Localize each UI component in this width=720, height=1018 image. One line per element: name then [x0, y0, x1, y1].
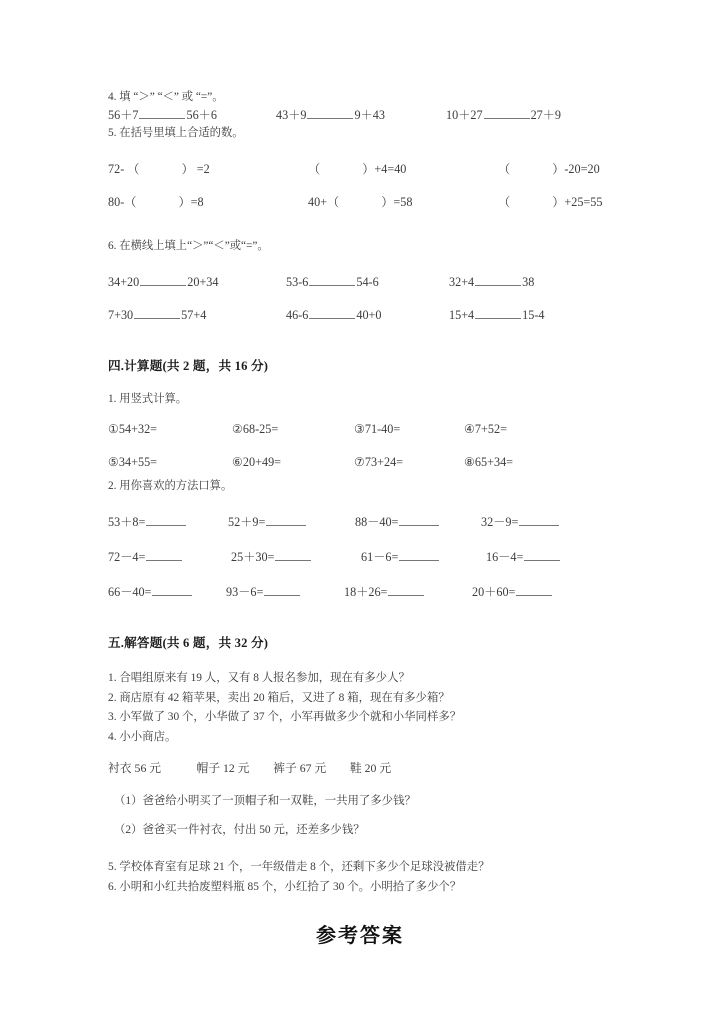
word-problem-4-sub-1: （1）爸爸给小明买了一顶帽子和一双鞋，一共用了多少钱？ [114, 795, 416, 807]
q5-item-1: 72- （ ） =2 [108, 162, 210, 176]
answer-blank[interactable] [399, 549, 439, 561]
oral-calc-item: 72－4= [108, 549, 231, 566]
oral-calc-item: 52＋9= [228, 514, 355, 531]
q4-item-3: 10＋27 27＋9 [446, 108, 562, 122]
oral-calc-item: 66－40= [108, 584, 226, 601]
q4-item-1: 56＋7 56＋6 [108, 108, 217, 122]
answer-blank[interactable] [152, 584, 192, 596]
section-four-heading: 四.计算题(共 2 题，共 16 分) [108, 359, 269, 373]
vertical-calc-item[interactable]: ③71-40= [354, 422, 401, 436]
vertical-calc-item[interactable]: ⑦73+24= [354, 455, 404, 469]
answer-blank[interactable] [475, 274, 521, 286]
q5-item-6: （ ）+25=55 [498, 195, 603, 209]
q6-item-4: 7+30 57+4 [108, 308, 207, 322]
question-6-prompt: 6. 在横线上填上“＞”“＜”或“=”。 [108, 240, 269, 252]
question-5-row-1 [108, 161, 612, 178]
q6-item-1: 34+20 20+34 [108, 275, 219, 289]
oral-calc-row-3 [108, 584, 612, 601]
oral-calc-item: 20＋60= [472, 584, 553, 601]
answer-blank[interactable] [399, 514, 439, 526]
reference-answers-title: 参考答案 [316, 923, 404, 947]
question-6-row-2 [108, 307, 612, 324]
oral-calc-row-1 [108, 514, 612, 531]
oral-calc-item: 16－4= [486, 549, 561, 566]
question-4-row-1 [108, 107, 612, 124]
vertical-calc-item[interactable]: ①54+32= [108, 422, 158, 436]
oral-calc-item: 53＋8= [108, 514, 228, 531]
question-4-prompt: 4. 填 “＞” “＜” 或 “=”。 [108, 91, 224, 103]
answer-blank[interactable] [309, 307, 355, 319]
answer-blank[interactable] [524, 549, 560, 561]
vertical-calc-item[interactable]: ⑥20+49= [232, 455, 282, 469]
oral-calc-row-2 [108, 549, 612, 566]
q6-item-6: 15+4 15-4 [449, 308, 545, 322]
section-four-q1-prompt: 1. 用竖式计算。 [108, 393, 188, 405]
answer-blank[interactable] [140, 274, 186, 286]
word-problem-4: 4. 小小商店。 [108, 730, 177, 743]
section-five-heading: 五.解答题(共 6 题，共 32 分) [108, 636, 269, 650]
answer-blank[interactable] [309, 274, 355, 286]
q6-item-2: 53-6 54-6 [286, 275, 379, 289]
answer-blank[interactable] [516, 584, 552, 596]
oral-calc-item: 88－40= [355, 514, 481, 531]
oral-calc-item: 61－6= [361, 549, 486, 566]
vertical-calc-item[interactable]: ⑤34+55= [108, 455, 158, 469]
oral-calc-item: 32－9= [481, 514, 560, 531]
answer-blank[interactable] [275, 549, 311, 561]
word-problem-2: 2. 商店原有 42 箱苹果，卖出 20 箱后，又进了 8 箱，现在有多少箱？ [108, 691, 450, 704]
vertical-calc-item[interactable]: ⑧65+34= [464, 455, 514, 469]
q5-item-2: （ ）+4=40 [308, 162, 407, 176]
question-6-row-1 [108, 274, 612, 291]
word-problem-4-sub-2: （2）爸爸买一件衬衣，付出 50 元，还差多少钱？ [114, 824, 365, 836]
answer-blank[interactable] [519, 514, 559, 526]
oral-calc-item: 18＋26= [344, 584, 472, 601]
q6-item-3: 32+4 38 [449, 275, 535, 289]
word-problem-6: 6. 小明和小红共拾废塑料瓶 85 个，小红拾了 30 个。小明拾了多少个？ [108, 880, 462, 893]
q4-item-2: 43＋9 9＋43 [276, 108, 385, 122]
oral-calc-item: 93－6= [226, 584, 344, 601]
answer-blank[interactable] [264, 584, 300, 596]
q5-item-3: （ ）-20=20 [498, 162, 600, 176]
answer-blank[interactable] [139, 107, 185, 119]
answer-blank[interactable] [134, 307, 180, 319]
vertical-calc-row-2 [108, 454, 612, 471]
q6-item-5: 46-6 40+0 [286, 308, 382, 322]
vertical-calc-item[interactable]: ②68-25= [232, 422, 279, 436]
word-problem-1: 1. 合唱组原来有 19 人，又有 8 人报名参加，现在有多少人？ [108, 672, 410, 684]
q5-item-4: 80-（ ）=8 [108, 195, 204, 209]
oral-calc-item: 25＋30= [231, 549, 361, 566]
q5-item-5: 40+（ ）=58 [308, 195, 413, 209]
answer-blank[interactable] [475, 307, 521, 319]
question-5-prompt: 5. 在括号里填上合适的数。 [108, 127, 244, 139]
word-problem-3: 3. 小军做了 30 个，小华做了 37 个，小军再做多少个就和小华同样多？ [108, 711, 462, 723]
price-list: 衬衣 56 元 帽子 12 元 裤子 67 元 鞋 20 元 [108, 761, 392, 775]
answer-blank[interactable] [484, 107, 530, 119]
section-four-q2-prompt: 2. 用你喜欢的方法口算。 [108, 480, 233, 492]
answer-blank[interactable] [146, 514, 186, 526]
word-problem-5: 5. 学校体育室有足球 21 个，一年级借走 8 个，还剩下多少个足球没被借走？ [108, 861, 490, 873]
vertical-calc-row-1 [108, 421, 612, 438]
answer-blank[interactable] [388, 584, 424, 596]
worksheet-content [108, 88, 612, 948]
answer-blank[interactable] [307, 107, 353, 119]
answer-blank[interactable] [266, 514, 306, 526]
question-5-row-2 [108, 194, 612, 211]
answer-blank[interactable] [146, 549, 182, 561]
vertical-calc-item[interactable]: ④7+52= [464, 422, 507, 436]
